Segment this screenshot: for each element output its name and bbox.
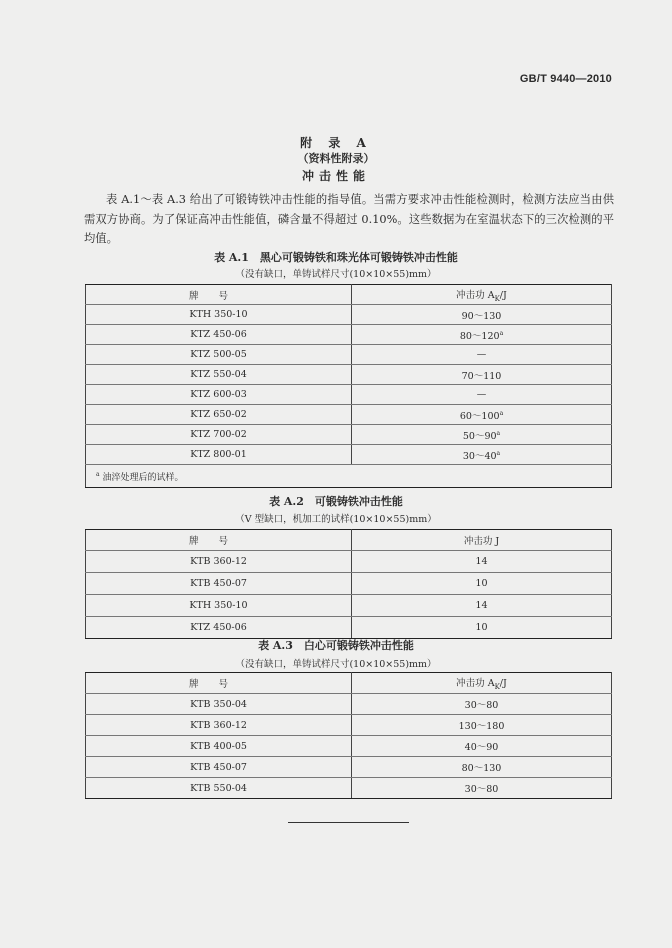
cell-grade: KTB 450-07 [86,757,352,778]
table-row [86,405,612,425]
cell-value: 60～100$^a$ [352,405,612,425]
cell-grade: KTZ 700-02 [86,425,352,445]
cell-value: 30～80 [352,778,612,799]
cell-value: 80～120$^a$ [352,325,612,345]
cell-grade: KTZ 450-06 [86,325,352,345]
appendix-subtitle: （资料性附录） [297,152,375,165]
cell-grade: KTH 350-10 [86,595,352,617]
cell-value: 10 [352,617,612,639]
end-rule [288,822,409,823]
cell-value: — [352,345,612,365]
standard-code: GB/T 9440—2010 [519,73,612,85]
cell-value: 30～80 [352,694,612,715]
table-row [86,778,612,799]
col-header-grade: 牌号 [86,673,352,694]
table-row [86,425,612,445]
cell-value: 14 [352,595,612,617]
cell-grade: KTB 550-04 [86,778,352,799]
table-header-row [86,285,612,305]
table-a2 [85,529,612,639]
table-a1 [85,284,612,488]
cell-grade: KTB 360-12 [86,551,352,573]
cell-value: 70～110 [352,365,612,385]
table-header-row [86,673,612,694]
table-footnote: $^a$ 油淬处理后的试样。 [86,465,612,488]
table-row [86,345,612,365]
col-header-impact: 冲击功 $A_K/J$ [352,673,612,694]
table-footnote-row [86,465,612,488]
intro-paragraph: 表 A.1～表 A.3 给出了可锻铸铁冲击性能的指导值。当需方要求冲击性能检测时，检测方法应当由供需双方协商。为了保证高冲击性能值，磷含量不得超过 0.10%。这些数据为在室温状态下的三次检测的平均值。 [84,193,614,245]
cell-value: — [352,385,612,405]
cell-value: 80～130 [352,757,612,778]
cell-grade: KTZ 800-01 [86,445,352,465]
section-title: 冲击性能 [301,169,370,183]
table-row [86,365,612,385]
table-row [86,445,612,465]
table-row [86,757,612,778]
col-header-impact: 冲击功 $A_K/J$ [352,285,612,305]
table-a1-caption: 表 A.1 黑心可锻铸铁和珠光体可锻铸铁冲击性能 [214,251,458,264]
cell-grade: KTB 360-12 [86,715,352,736]
cell-value: 50～90$^a$ [352,425,612,445]
cell-grade: KTH 350-10 [86,305,352,325]
cell-grade: KTB 450-07 [86,573,352,595]
cell-value: 40～90 [352,736,612,757]
cell-value: 30～40$^a$ [352,445,612,465]
table-a3-subcaption: （没有缺口，单铸试样尺寸(10×10×55)mm） [235,659,437,670]
table-a3-caption: 表 A.3 白心可锻铸铁冲击性能 [258,639,414,652]
cell-grade: KTZ 650-02 [86,405,352,425]
table-a2-caption: 表 A.2 可锻铸铁冲击性能 [269,495,403,508]
cell-grade: KTZ 550-04 [86,365,352,385]
col-header-impact: 冲击功 J [352,530,612,551]
cell-grade: KTZ 600-03 [86,385,352,405]
cell-value: 130～180 [352,715,612,736]
cell-grade: KTZ 500-05 [86,345,352,365]
table-row [86,736,612,757]
cell-value: 90～130 [352,305,612,325]
table-header-row [86,530,612,551]
table-row [86,325,612,345]
table-row [86,694,612,715]
table-row [86,573,612,595]
table-row [86,385,612,405]
col-header-grade: 牌号 [86,530,352,551]
table-a1-subcaption: （没有缺口，单铸试样尺寸(10×10×55)mm） [235,269,437,280]
cell-value: 14 [352,551,612,573]
col-header-grade: 牌号 [86,285,352,305]
table-row [86,551,612,573]
cell-grade: KTB 350-04 [86,694,352,715]
table-a3 [85,672,612,799]
cell-grade: KTZ 450-06 [86,617,352,639]
table-row [86,595,612,617]
table-row [86,617,612,639]
cell-value: 10 [352,573,612,595]
table-a2-subcaption: （V 型缺口，机加工的试样(10×10×55)mm） [235,514,437,525]
table-row [86,715,612,736]
table-row [86,305,612,325]
cell-grade: KTB 400-05 [86,736,352,757]
appendix-title: 附 录 A [300,136,372,150]
